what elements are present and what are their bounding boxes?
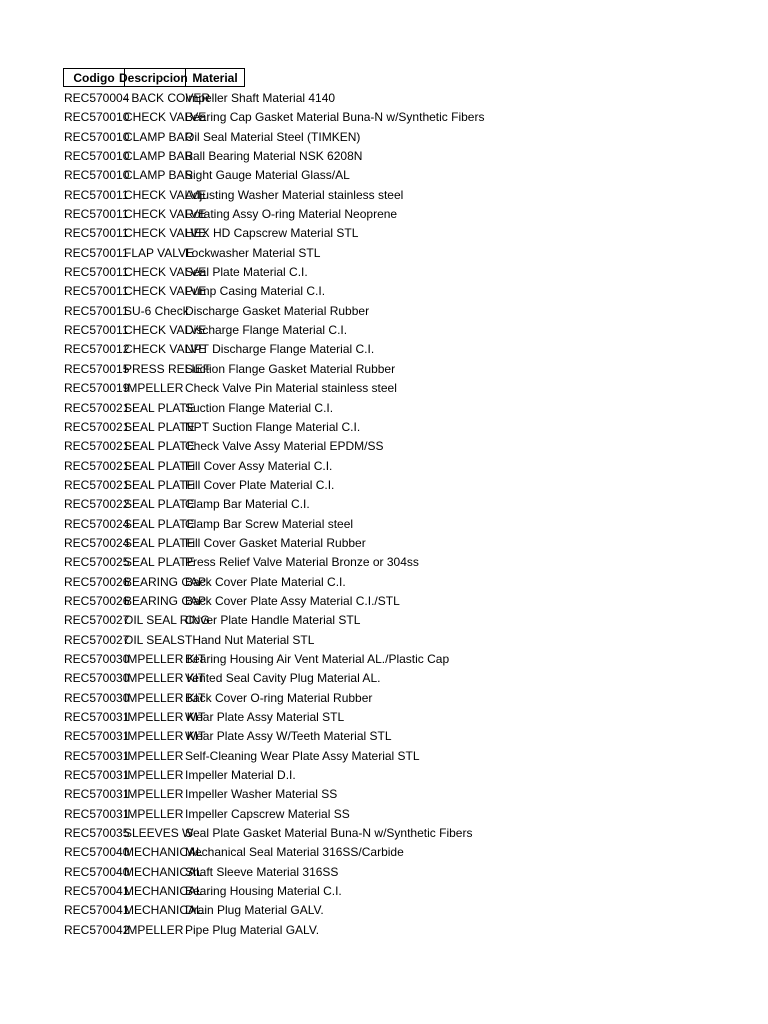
cell-descripcion: CHECK VALVE [124, 207, 207, 222]
cell-material: NPT Suction Flange Material C.I. [185, 419, 361, 434]
cell-codigo: REC570021 [64, 477, 130, 492]
cell-descripcion: CLAMP BAR [124, 149, 194, 164]
cell-descripcion: IMPELLER KIT [124, 651, 206, 666]
cell-descripcion: SEAL PLATE [124, 439, 195, 454]
cell-descripcion: CHECK VALVE [124, 226, 207, 241]
cell-codigo: REC570010 [64, 110, 130, 125]
cell-material: Fill Cover Gasket Material Rubber [185, 535, 366, 550]
cell-material: Mechanical Seal Material 316SS/Carbide [185, 845, 404, 860]
cell-material: Back Cover Plate Material C.I. [185, 574, 346, 589]
cell-material: Self-Cleaning Wear Plate Assy Material STL [185, 748, 420, 763]
cell-material: HEX HD Capscrew Material STL [185, 226, 359, 241]
cell-codigo: REC570042 [64, 922, 130, 937]
cell-descripcion: CLAMP BAR [124, 129, 194, 144]
cell-descripcion: OIL SEALS [124, 632, 185, 647]
cell-material: Check Valve Pin Material stainless steel [185, 381, 397, 396]
cell-descripcion: CHECK VALVE [124, 323, 207, 338]
cell-material: Press Relief Valve Material Bronze or 304ss [185, 555, 419, 570]
cell-codigo: REC570030 [64, 651, 130, 666]
cell-descripcion: SEAL PLATE [124, 497, 195, 512]
cell-codigo: REC570040 [64, 845, 130, 860]
cell-material: Ball Bearing Material NSK 6208N [185, 149, 363, 164]
cell-material: THand Nut Material STL [185, 632, 315, 647]
cell-material: Bearing Housing Air Vent Material AL./Plastic Cap [185, 651, 450, 666]
cell-codigo: REC570031 [64, 748, 130, 763]
cell-codigo: REC570011 [64, 265, 129, 280]
cell-codigo: REC570015 [64, 361, 130, 376]
cell-descripcion: IMPELLER KIT [124, 690, 206, 705]
cell-descripcion: CHECK VALVE [124, 284, 207, 299]
cell-material: Bearing Housing Material C.I. [185, 884, 342, 899]
header-descripcion [119, 68, 188, 87]
cell-material: Suction Flange Gasket Material Rubber [185, 361, 396, 376]
cell-material: Pipe Plug Material GALV. [185, 922, 320, 937]
header-codigo: Codigo [63, 68, 125, 87]
cell-codigo: REC570031 [64, 787, 130, 802]
cell-descripcion: IMPELLER [124, 768, 184, 783]
cell-descripcion: IMPELLER [124, 806, 184, 821]
cell-codigo: REC570030 [64, 690, 130, 705]
cell-material: Bearing Cap Gasket Material Buna-N w/Synthetic Fibers [185, 110, 485, 125]
cell-material: Adjusting Washer Material stainless steel [185, 187, 404, 202]
cell-descripcion: IMPELLER [124, 381, 184, 396]
cell-descripcion: SEAL PLATE [124, 458, 195, 473]
cell-descripcion: IMPELLER KIT [124, 729, 206, 744]
cell-codigo: REC570021 [64, 458, 130, 473]
cell-codigo: REC570011 [64, 323, 129, 338]
cell-codigo: REC570031 [64, 806, 130, 821]
cell-codigo: REC570019 [64, 381, 130, 396]
cell-material: Discharge Gasket Material Rubber [185, 303, 370, 318]
cell-codigo: REC570031 [64, 729, 130, 744]
cell-material: Wear Plate Assy W/Teeth Material STL [185, 729, 392, 744]
cell-codigo: REC570011 [64, 284, 129, 299]
cell-codigo: REC570011 [64, 245, 129, 260]
cell-codigo: REC570011 [64, 226, 129, 241]
cell-codigo: REC570010 [64, 149, 130, 164]
cell-material: Lockwasher Material STL [185, 245, 321, 260]
cell-material: Seal Plate Material C.I. [185, 265, 308, 280]
cell-material: Back Cover Plate Assy Material C.I./STL [185, 593, 400, 608]
header-material: Material [185, 68, 245, 87]
cell-codigo: REC570026 [64, 574, 130, 589]
cell-descripcion: OIL SEAL RING [124, 613, 210, 628]
cell-material: Discharge Flange Material C.I. [185, 323, 348, 338]
cell-codigo: REC570011 [64, 303, 129, 318]
cell-material: Back Cover O-ring Material Rubber [185, 690, 373, 705]
cell-material: Suction Flange Material C.I. [185, 400, 334, 415]
cell-descripcion: SEAL PLATE [124, 516, 195, 531]
cell-codigo: REC570010 [64, 168, 130, 183]
cell-codigo: REC570011 [64, 187, 129, 202]
cell-descripcion: CHECK VALVE [124, 342, 207, 357]
cell-descripcion: SU-6 Check [124, 303, 189, 318]
cell-material: Impeller Capscrew Material SS [185, 806, 350, 821]
cell-codigo: REC570031 [64, 768, 130, 783]
cell-descripcion: MECHANICAL [124, 903, 203, 918]
cell-codigo: REC570022 [64, 497, 130, 512]
cell-descripcion: FLAP VALVE [124, 245, 195, 260]
cell-codigo: REC570021 [64, 419, 130, 434]
cell-descripcion: SEAL PLATE [124, 477, 195, 492]
cell-descripcion: SEAL PLATE [124, 555, 195, 570]
cell-material: Check Valve Assy Material EPDM/SS [185, 439, 384, 454]
cell-material: NPT Discharge Flange Material C.I. [185, 342, 375, 357]
cell-codigo: REC570024 [64, 535, 130, 550]
cell-material: Fill Cover Plate Material C.I. [185, 477, 335, 492]
cell-material: Oil Seal Material Steel (TIMKEN) [185, 129, 361, 144]
cell-material: Impeller Washer Material SS [185, 787, 338, 802]
cell-codigo: REC570004 [64, 91, 130, 105]
cell-descripcion: MECHANICAL [124, 884, 203, 899]
cell-codigo: REC570027 [64, 632, 130, 647]
cell-material: Clamp Bar Material C.I. [185, 497, 310, 512]
cell-descripcion: IMPELLER [124, 748, 184, 763]
cell-material: Drain Plug Material GALV. [185, 903, 324, 918]
cell-descripcion: SEAL PLATE [124, 419, 195, 434]
cell-descripcion: PRESS RELIEF [124, 361, 211, 376]
cell-codigo: REC570021 [64, 400, 130, 415]
cell-material: Shaft Sleeve Material 316SS [185, 864, 339, 879]
cell-codigo: REC570026 [64, 593, 130, 608]
cell-descripcion: BEARING CAP [124, 574, 207, 589]
cell-codigo: REC570040 [64, 864, 130, 879]
cell-codigo: REC570027 [64, 613, 130, 628]
cell-codigo: REC570024 [64, 516, 130, 531]
cell-codigo: REC570010 [64, 129, 130, 144]
cell-codigo: REC570035 [64, 826, 130, 841]
cell-descripcion: CLAMP BAR [124, 168, 194, 183]
cell-codigo: REC570011 [64, 207, 129, 222]
cell-descripcion: CHECK VALVE [124, 187, 207, 202]
cell-codigo: REC570025 [64, 555, 130, 570]
cell-material: Vented Seal Cavity Plug Material AL. [185, 671, 381, 686]
cell-codigo: REC570031 [64, 710, 130, 724]
cell-descripcion: MECHANICAL [124, 864, 203, 879]
cell-descripcion: IMPELLER [124, 787, 184, 802]
cell-descripcion: SEAL PLATE [124, 535, 195, 550]
cell-descripcion: CHECK VALVE [124, 265, 207, 280]
cell-descripcion: IMPELLER KIT [124, 671, 206, 686]
cell-descripcion: BEARING CAP [124, 593, 207, 608]
cell-material: Wear Plate Assy Material STL [185, 710, 345, 724]
cell-descripcion: MECHANICAL [124, 845, 203, 860]
cell-material: Rotating Assy O-ring Material Neoprene [185, 207, 398, 222]
cell-material: Impeller Shaft Material 4140 [185, 91, 336, 105]
cell-material: Sight Gauge Material Glass/AL [185, 168, 350, 183]
cell-descripcion: - BACK COVER [124, 91, 211, 105]
cell-descripcion: SLEEVES W [124, 826, 194, 841]
cell-material: Seal Plate Gasket Material Buna-N w/Synthetic Fibers [185, 826, 473, 841]
cell-material: Pump Casing Material C.I. [185, 284, 326, 299]
cell-descripcion: IMPELLER KIT [124, 710, 206, 724]
header-descripcion-label: Descripcion [119, 71, 188, 85]
cell-codigo: REC570012 [64, 342, 130, 357]
cell-descripcion: SEAL PLATE [124, 400, 195, 415]
cell-codigo: REC570041 [64, 884, 130, 899]
cell-codigo: REC570030 [64, 671, 130, 686]
cell-descripcion: CHECK VALVE [124, 110, 207, 125]
cell-material: Cover Plate Handle Material STL [185, 613, 361, 628]
cell-codigo: REC570021 [64, 439, 130, 454]
cell-material: Impeller Material D.I. [185, 768, 296, 783]
cell-material: Clamp Bar Screw Material steel [185, 516, 354, 531]
cell-codigo: REC570041 [64, 903, 130, 918]
cell-descripcion: IMPELLER [124, 922, 184, 937]
cell-material: Fill Cover Assy Material C.I. [185, 458, 333, 473]
